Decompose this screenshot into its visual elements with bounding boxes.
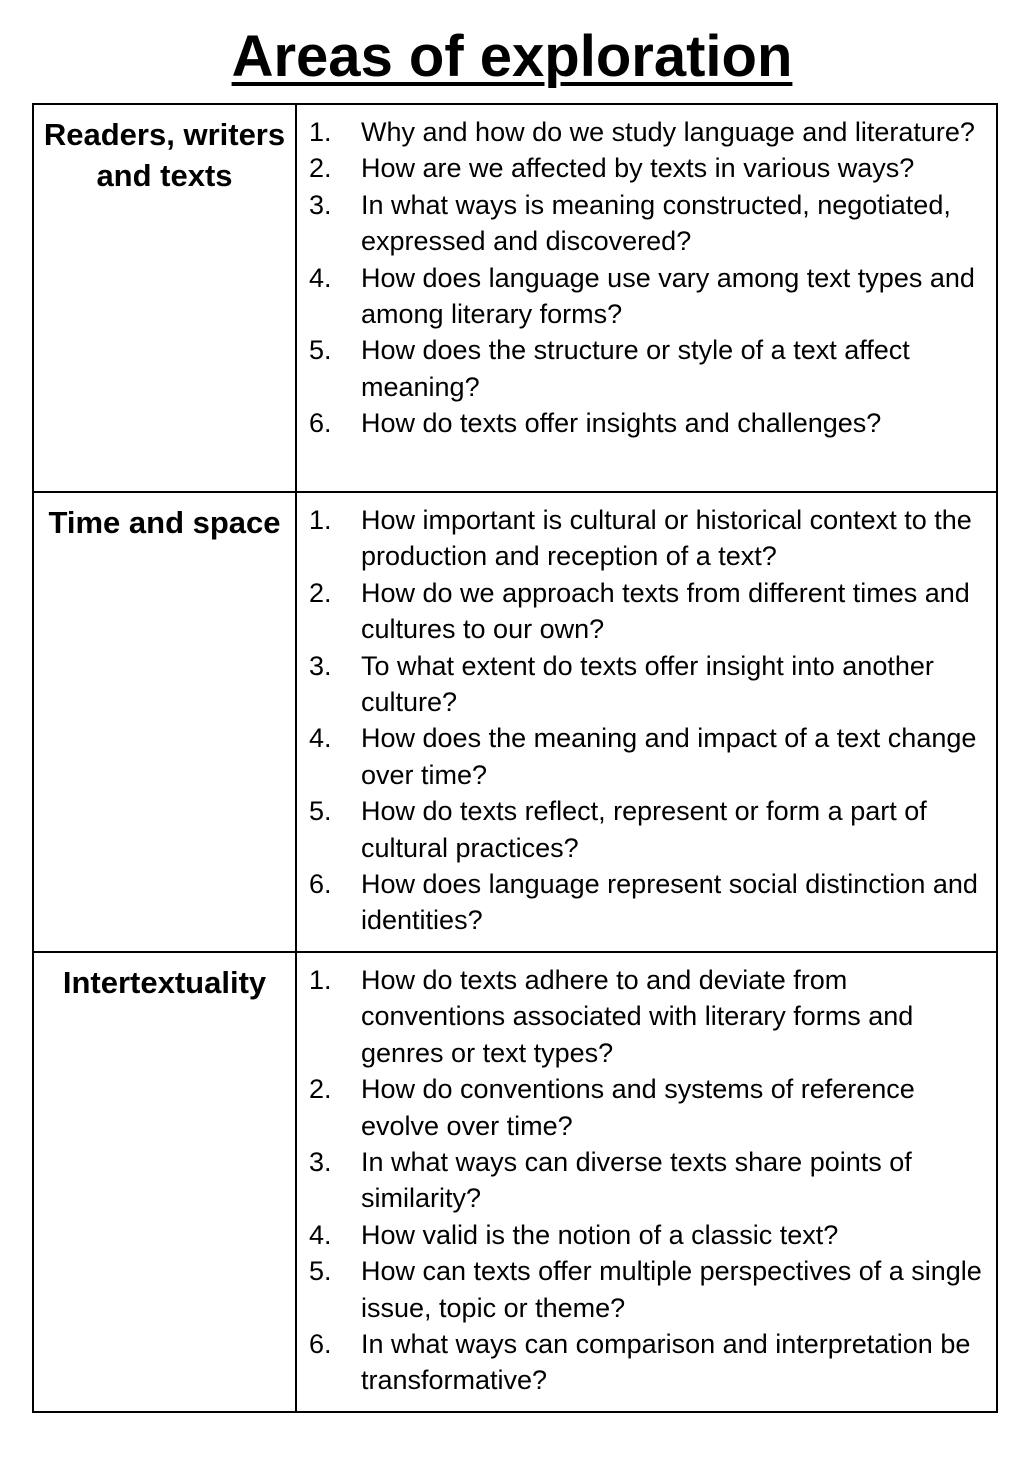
question-number: 1. (309, 965, 332, 995)
area-questions-cell (296, 952, 997, 1412)
question-list (307, 962, 986, 1399)
question-item (307, 1217, 986, 1253)
question-text: How does the structure or style of a text affect meaning? (361, 335, 910, 402)
question-item (307, 502, 986, 575)
question-text: How can texts offer multiple perspectives of a single issue, topic or theme? (361, 1256, 982, 1323)
question-text: How valid is the notion of a classic text? (361, 1219, 839, 1250)
question-number: 1. (309, 117, 332, 147)
areas-table (32, 103, 998, 1413)
question-text: How are we affected by texts in various ways? (361, 153, 915, 184)
question-item (307, 405, 986, 441)
question-number: 5. (309, 335, 332, 366)
area-questions-cell (296, 104, 997, 492)
question-list (307, 502, 986, 939)
question-number: 3. (309, 1147, 332, 1178)
question-item (307, 962, 986, 1071)
question-item (307, 187, 986, 260)
question-number: 4. (309, 1219, 332, 1250)
question-number: 1. (309, 505, 332, 535)
question-item (307, 260, 986, 333)
question-number: 3. (309, 650, 332, 681)
page-title (0, 22, 1024, 92)
question-number: 2. (309, 153, 332, 184)
question-number: 4. (309, 262, 332, 293)
question-item (307, 332, 986, 405)
question-text: How does language use vary among text types and among literary forms? (361, 262, 975, 330)
question-text: How important is cultural or historical context to the production and reception of a text? (361, 505, 972, 572)
question-text: How do conventions and systems of reference evolve over time? (361, 1074, 915, 1141)
question-item (307, 866, 986, 939)
area-row-readers-writers-texts (33, 104, 997, 492)
question-number: 5. (309, 1256, 332, 1287)
question-item (307, 648, 986, 721)
question-text: How do texts reflect, represent or form a part of cultural practices? (361, 796, 927, 863)
question-text: How do we approach texts from different times and cultures to our own? (361, 577, 970, 645)
question-number: 4. (309, 723, 332, 754)
question-item (307, 1326, 986, 1399)
question-text: In what ways can diverse texts share points of similarity? (361, 1147, 912, 1214)
page-title-text: Areas of exploration (231, 24, 793, 89)
question-text: How does the meaning and impact of a text change over time? (361, 723, 977, 790)
question-number: 6. (309, 869, 332, 900)
question-number: 2. (309, 577, 332, 608)
area-name-cell: Readers, writers and texts (33, 104, 296, 492)
question-text: Why and how do we study language and literature? (361, 117, 975, 147)
question-text: How do texts adhere to and deviate from conventions associated with literary forms and genres or text types? (361, 965, 914, 1068)
area-name-cell: Time and space (33, 492, 296, 952)
question-item (307, 1144, 986, 1217)
area-row-intertextuality (33, 952, 997, 1412)
question-number: 3. (309, 189, 332, 220)
question-item (307, 1071, 986, 1144)
question-text: How does language represent social distinction and identities? (361, 869, 978, 936)
area-questions-cell (296, 492, 997, 952)
question-item (307, 150, 986, 186)
question-text: In what ways can comparison and interpretation be transformative? (361, 1329, 971, 1396)
question-list (307, 114, 986, 442)
question-text: How do texts offer insights and challenges? (361, 408, 882, 439)
question-item (307, 793, 986, 866)
question-item (307, 114, 986, 150)
question-number: 2. (309, 1074, 332, 1105)
question-number: 6. (309, 408, 332, 439)
area-row-time-and-space (33, 492, 997, 952)
question-item (307, 1253, 986, 1326)
question-item (307, 720, 986, 793)
question-item (307, 575, 986, 648)
area-name-cell: Intertextuality (33, 952, 296, 1412)
question-number: 5. (309, 796, 332, 827)
question-text: In what ways is meaning constructed, negotiated, expressed and discovered? (361, 189, 951, 257)
question-number: 6. (309, 1329, 332, 1360)
question-text: To what extent do texts offer insight into another culture? (361, 650, 934, 718)
